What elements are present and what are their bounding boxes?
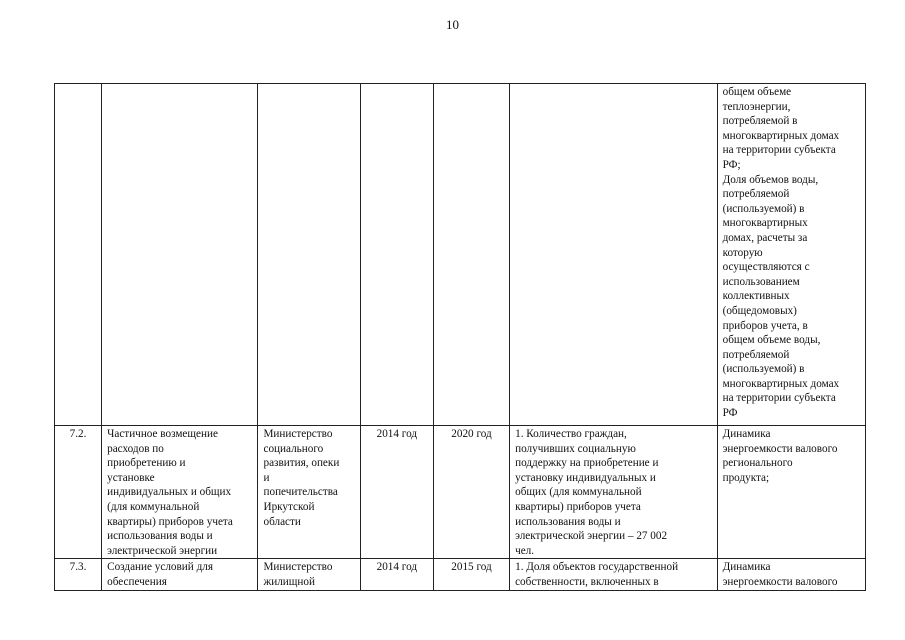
cell-line: многоквартирных домах (722, 377, 840, 390)
cell-line: Иркутской (263, 500, 315, 513)
cell-line: приобретению и (107, 457, 186, 470)
cell-line: потребляемой в (722, 115, 798, 128)
cell-start-year (360, 84, 433, 426)
cell-line: (для коммунальной (107, 500, 200, 513)
cell-line: собственности, включенных в (515, 575, 659, 588)
cell-line: Динамика (722, 428, 771, 440)
cell-line: 1. Доля объектов государственной (515, 561, 679, 574)
cell-line: жилищной (263, 575, 315, 588)
cell-line: многоквартирных (722, 217, 808, 230)
cell-line: потребляемой (722, 348, 790, 361)
cell-line: чел. (515, 544, 535, 557)
page-number: 10 (446, 17, 459, 32)
cell-line: РФ; (722, 158, 741, 171)
measures-table-body (55, 84, 866, 591)
cell-line: использования воды и (515, 515, 621, 528)
cell-line: Министерство (263, 561, 333, 574)
cell-line: Создание условий для (107, 561, 213, 574)
cell-line: квартиры) приборов учета (515, 500, 641, 513)
cell-line: общем объеме (722, 86, 792, 98)
cell-measure (102, 426, 258, 559)
cell-end-year (433, 426, 509, 559)
cell-line: квартиры) приборов учета (107, 515, 233, 528)
cell-result (510, 84, 718, 426)
cell-line: общих (для коммунальной (515, 486, 642, 499)
cell-line: на территории субъекта (722, 392, 836, 405)
cell-start-year (360, 559, 433, 590)
cell-line: (общедомовых) (722, 304, 797, 317)
cell-line: продукта; (722, 471, 770, 484)
cell-line: установку индивидуальных и (515, 471, 656, 484)
cell-line: теплоэнергии, (722, 100, 791, 113)
cell-line: расходов по (107, 442, 164, 455)
cell-line: социального (263, 442, 324, 455)
cell-number (55, 559, 102, 590)
cell-result (510, 559, 718, 590)
cell-line: 1. Количество граждан, (515, 428, 627, 440)
cell-line: установке (107, 471, 155, 484)
cell-line: осуществляются с (722, 261, 810, 274)
cell-end-year (433, 559, 509, 590)
cell-executor (258, 559, 360, 590)
cell-measure (102, 559, 258, 590)
cell-executor (258, 426, 360, 559)
cell-start-year (360, 426, 433, 559)
cell-line: Частичное возмещение (107, 428, 218, 440)
cell-indicator (717, 426, 865, 559)
cell-line: которую (722, 246, 763, 259)
cell-line: Динамика (722, 561, 771, 574)
cell-result (510, 426, 718, 559)
cell-line: многоквартирных домах (722, 129, 840, 142)
cell-text: 2015 год (451, 561, 492, 574)
cell-line: поддержку на приобретение и (515, 457, 659, 470)
table-row (55, 84, 866, 426)
cell-executor (258, 84, 360, 426)
cell-line: использования воды и (107, 530, 213, 543)
cell-line: регионального (722, 457, 793, 470)
cell-line: (используемой) в (722, 202, 805, 215)
cell-line: развития, опеки (263, 457, 340, 470)
cell-line: Министерство (263, 428, 333, 440)
cell-line: индивидуальных и общих (107, 486, 232, 499)
cell-line: электрической энергии (107, 544, 218, 557)
measures-table (54, 83, 866, 591)
cell-line: области (263, 515, 301, 528)
cell-number (55, 84, 102, 426)
table-row (55, 559, 866, 590)
cell-number (55, 426, 102, 559)
cell-line: попечительства (263, 486, 338, 499)
cell-line: на территории субъекта (722, 144, 836, 157)
cell-text: 7.3. (69, 561, 87, 574)
cell-line: обеспечения (107, 575, 167, 588)
cell-line: использованием (722, 275, 800, 288)
cell-text: 7.2. (69, 428, 87, 440)
cell-line: РФ (722, 407, 738, 420)
cell-line: получивших социальную (515, 442, 636, 455)
cell-line: домах, расчеты за (722, 231, 808, 244)
table-row (55, 426, 866, 559)
cell-line: электрической энергии – 27 002 (515, 530, 668, 543)
cell-text: 2020 год (451, 428, 492, 440)
cell-text: 2014 год (376, 561, 418, 574)
cell-line: потребляемой (722, 188, 790, 201)
cell-end-year (433, 84, 509, 426)
cell-line: коллективных (722, 290, 790, 303)
cell-indicator (717, 84, 865, 426)
cell-text: 2014 год (376, 428, 418, 440)
cell-line: (используемой) в (722, 363, 805, 376)
cell-line: приборов учета, в (722, 319, 808, 332)
cell-indicator (717, 559, 865, 590)
cell-line: энергоемкости валового (722, 575, 838, 588)
cell-line: Доля объемов воды, (722, 173, 819, 186)
cell-line: энергоемкости валового (722, 442, 838, 455)
cell-line: и (263, 471, 270, 484)
cell-line: общем объеме воды, (722, 334, 821, 347)
cell-measure (102, 84, 258, 426)
